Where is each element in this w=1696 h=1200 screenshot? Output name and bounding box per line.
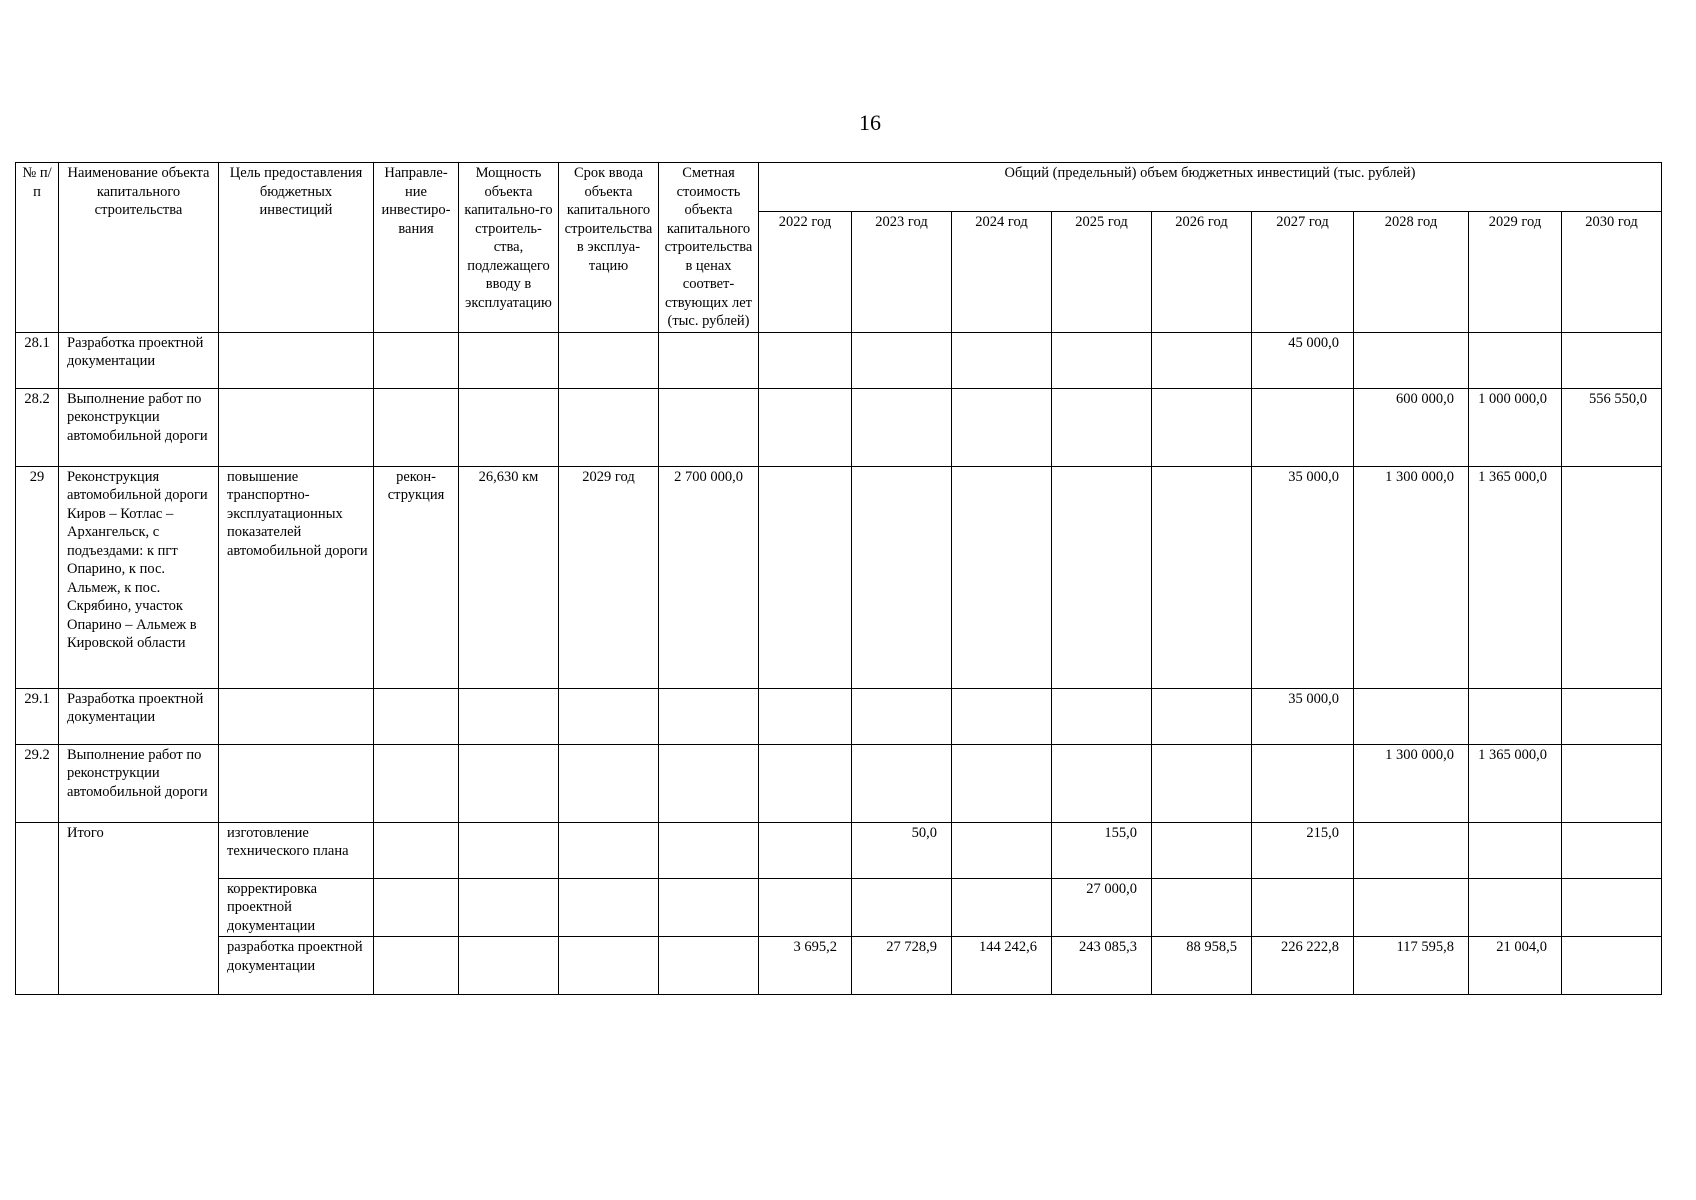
row-capacity	[459, 688, 559, 744]
row-name: Разработка проектной документации	[59, 332, 219, 388]
year-value	[1562, 466, 1662, 688]
year-value	[1354, 688, 1469, 744]
year-value	[952, 744, 1052, 822]
year-value	[852, 332, 952, 388]
year-value	[1052, 332, 1152, 388]
totals-term	[559, 822, 659, 878]
year-value: 1 365 000,0	[1469, 744, 1562, 822]
year-value: 50,0	[852, 822, 952, 878]
header-goal: Цель предоставления бюджетных инвестиций	[219, 163, 374, 333]
header-name: Наименование объекта капитального строительства	[59, 163, 219, 333]
year-header: 2029 год	[1469, 212, 1562, 333]
year-value: 1 300 000,0	[1354, 744, 1469, 822]
row-direction: рекон-струкция	[374, 466, 459, 688]
year-value	[1562, 688, 1662, 744]
row-num: 29	[16, 466, 59, 688]
year-value: 144 242,6	[952, 937, 1052, 995]
year-value	[1354, 878, 1469, 937]
row-term	[559, 688, 659, 744]
row-capacity	[459, 332, 559, 388]
row-capacity: 26,630 км	[459, 466, 559, 688]
year-header: 2028 год	[1354, 212, 1469, 333]
year-value	[1252, 744, 1354, 822]
table-row	[16, 466, 1662, 688]
year-header: 2023 год	[852, 212, 952, 333]
year-value	[759, 388, 852, 466]
row-goal	[219, 332, 374, 388]
totals-cost	[659, 822, 759, 878]
totals-term	[559, 878, 659, 937]
year-header: 2024 год	[952, 212, 1052, 333]
header-capacity: Мощность объекта капитально-го строитель-ства, подлежащего вводу в эксплуатацию	[459, 163, 559, 333]
year-header: 2027 год	[1252, 212, 1354, 333]
year-value	[1052, 688, 1152, 744]
totals-direction	[374, 878, 459, 937]
row-num: 28.1	[16, 332, 59, 388]
year-value	[1469, 688, 1562, 744]
year-value	[852, 388, 952, 466]
table-row	[16, 744, 1662, 822]
row-goal	[219, 744, 374, 822]
row-direction	[374, 688, 459, 744]
row-name: Реконструкция автомобильной дороги Киров – Котлас – Архангельск, с подъездами: к пгт Опарино, к пос. Альмеж, к пос. Скрябино, участок Опарино – Альмеж в Кировской области	[59, 466, 219, 688]
totals-goal: корректировка проектной документации	[219, 878, 374, 937]
row-goal	[219, 688, 374, 744]
year-value	[1152, 688, 1252, 744]
year-value	[1252, 388, 1354, 466]
row-capacity	[459, 744, 559, 822]
row-cost	[659, 744, 759, 822]
totals-cost	[659, 937, 759, 995]
row-goal: повышение транспортно-эксплуатационных показателей автомобильной дороги	[219, 466, 374, 688]
year-value	[852, 744, 952, 822]
year-value	[952, 822, 1052, 878]
year-header: 2026 год	[1152, 212, 1252, 333]
year-value	[852, 688, 952, 744]
year-value: 1 365 000,0	[1469, 466, 1562, 688]
year-value	[759, 688, 852, 744]
row-direction	[374, 744, 459, 822]
year-value: 215,0	[1252, 822, 1354, 878]
totals-capacity	[459, 822, 559, 878]
header-total: Общий (предельный) объем бюджетных инвестиций (тыс. рублей)	[759, 163, 1662, 212]
year-value: 35 000,0	[1252, 688, 1354, 744]
table-row	[16, 388, 1662, 466]
year-value	[1354, 332, 1469, 388]
year-value	[1052, 744, 1152, 822]
row-term	[559, 332, 659, 388]
year-value: 27 728,9	[852, 937, 952, 995]
header-term: Срок ввода объекта капитального строительства в эксплуа-тацию	[559, 163, 659, 333]
header-cost: Сметная стоимость объекта капитального строительства в ценах соответ-ствующих лет (тыс. рублей)	[659, 163, 759, 333]
year-value	[759, 744, 852, 822]
row-capacity	[459, 388, 559, 466]
year-value: 243 085,3	[1052, 937, 1152, 995]
year-value: 35 000,0	[1252, 466, 1354, 688]
year-value: 600 000,0	[1354, 388, 1469, 466]
totals-direction	[374, 822, 459, 878]
year-value	[1354, 822, 1469, 878]
totals-row	[16, 937, 1662, 995]
year-value	[1052, 388, 1152, 466]
year-value	[1469, 822, 1562, 878]
year-value	[952, 332, 1052, 388]
totals-goal: разработка проектной документации	[219, 937, 374, 995]
budget-investment-table	[15, 162, 1662, 995]
year-header: 2030 год	[1562, 212, 1662, 333]
year-value	[852, 466, 952, 688]
totals-capacity	[459, 937, 559, 995]
year-value	[952, 466, 1052, 688]
year-value: 27 000,0	[1052, 878, 1152, 937]
year-value	[1252, 878, 1354, 937]
row-term: 2029 год	[559, 466, 659, 688]
year-value: 3 695,2	[759, 937, 852, 995]
header-row	[16, 163, 1662, 212]
row-term	[559, 388, 659, 466]
year-value	[1562, 744, 1662, 822]
year-header: 2025 год	[1052, 212, 1152, 333]
header-num: № п/п	[16, 163, 59, 333]
row-name: Разработка проектной документации	[59, 688, 219, 744]
table-row	[16, 332, 1662, 388]
row-cost	[659, 388, 759, 466]
totals-row	[16, 822, 1662, 878]
row-num: 28.2	[16, 388, 59, 466]
year-value: 226 222,8	[1252, 937, 1354, 995]
year-value: 21 004,0	[1469, 937, 1562, 995]
year-value: 88 958,5	[1152, 937, 1252, 995]
year-value	[1152, 332, 1252, 388]
year-value	[952, 388, 1052, 466]
totals-num	[16, 822, 59, 995]
totals-label: Итого	[59, 822, 219, 995]
totals-term	[559, 937, 659, 995]
year-value	[1152, 822, 1252, 878]
totals-direction	[374, 937, 459, 995]
year-value	[1562, 878, 1662, 937]
row-goal	[219, 388, 374, 466]
row-term	[559, 744, 659, 822]
year-header: 2022 год	[759, 212, 852, 333]
year-value	[1152, 466, 1252, 688]
row-cost: 2 700 000,0	[659, 466, 759, 688]
row-name: Выполнение работ по реконструкции автомобильной дороги	[59, 388, 219, 466]
page-number: 16	[859, 110, 881, 135]
year-value	[1152, 744, 1252, 822]
totals-row	[16, 878, 1662, 937]
row-name: Выполнение работ по реконструкции автомобильной дороги	[59, 744, 219, 822]
year-value	[759, 822, 852, 878]
year-value	[1152, 878, 1252, 937]
year-value: 1 000 000,0	[1469, 388, 1562, 466]
year-value	[952, 878, 1052, 937]
row-direction	[374, 332, 459, 388]
totals-goal: изготовление технического плана	[219, 822, 374, 878]
year-value	[1562, 332, 1662, 388]
row-cost	[659, 688, 759, 744]
year-value: 117 595,8	[1354, 937, 1469, 995]
year-value	[1562, 937, 1662, 995]
year-value: 556 550,0	[1562, 388, 1662, 466]
year-value	[1469, 878, 1562, 937]
year-value	[952, 688, 1052, 744]
year-value	[1152, 388, 1252, 466]
row-direction	[374, 388, 459, 466]
year-value: 1 300 000,0	[1354, 466, 1469, 688]
year-value	[759, 466, 852, 688]
year-value	[759, 878, 852, 937]
year-value: 155,0	[1052, 822, 1152, 878]
year-value	[759, 332, 852, 388]
year-value	[852, 878, 952, 937]
year-value	[1469, 332, 1562, 388]
totals-cost	[659, 878, 759, 937]
row-cost	[659, 332, 759, 388]
year-value: 45 000,0	[1252, 332, 1354, 388]
totals-capacity	[459, 878, 559, 937]
header-direction: Направле-ние инвестиро-вания	[374, 163, 459, 333]
table-row	[16, 688, 1662, 744]
row-num: 29.1	[16, 688, 59, 744]
year-value	[1052, 466, 1152, 688]
year-value	[1562, 822, 1662, 878]
row-num: 29.2	[16, 744, 59, 822]
